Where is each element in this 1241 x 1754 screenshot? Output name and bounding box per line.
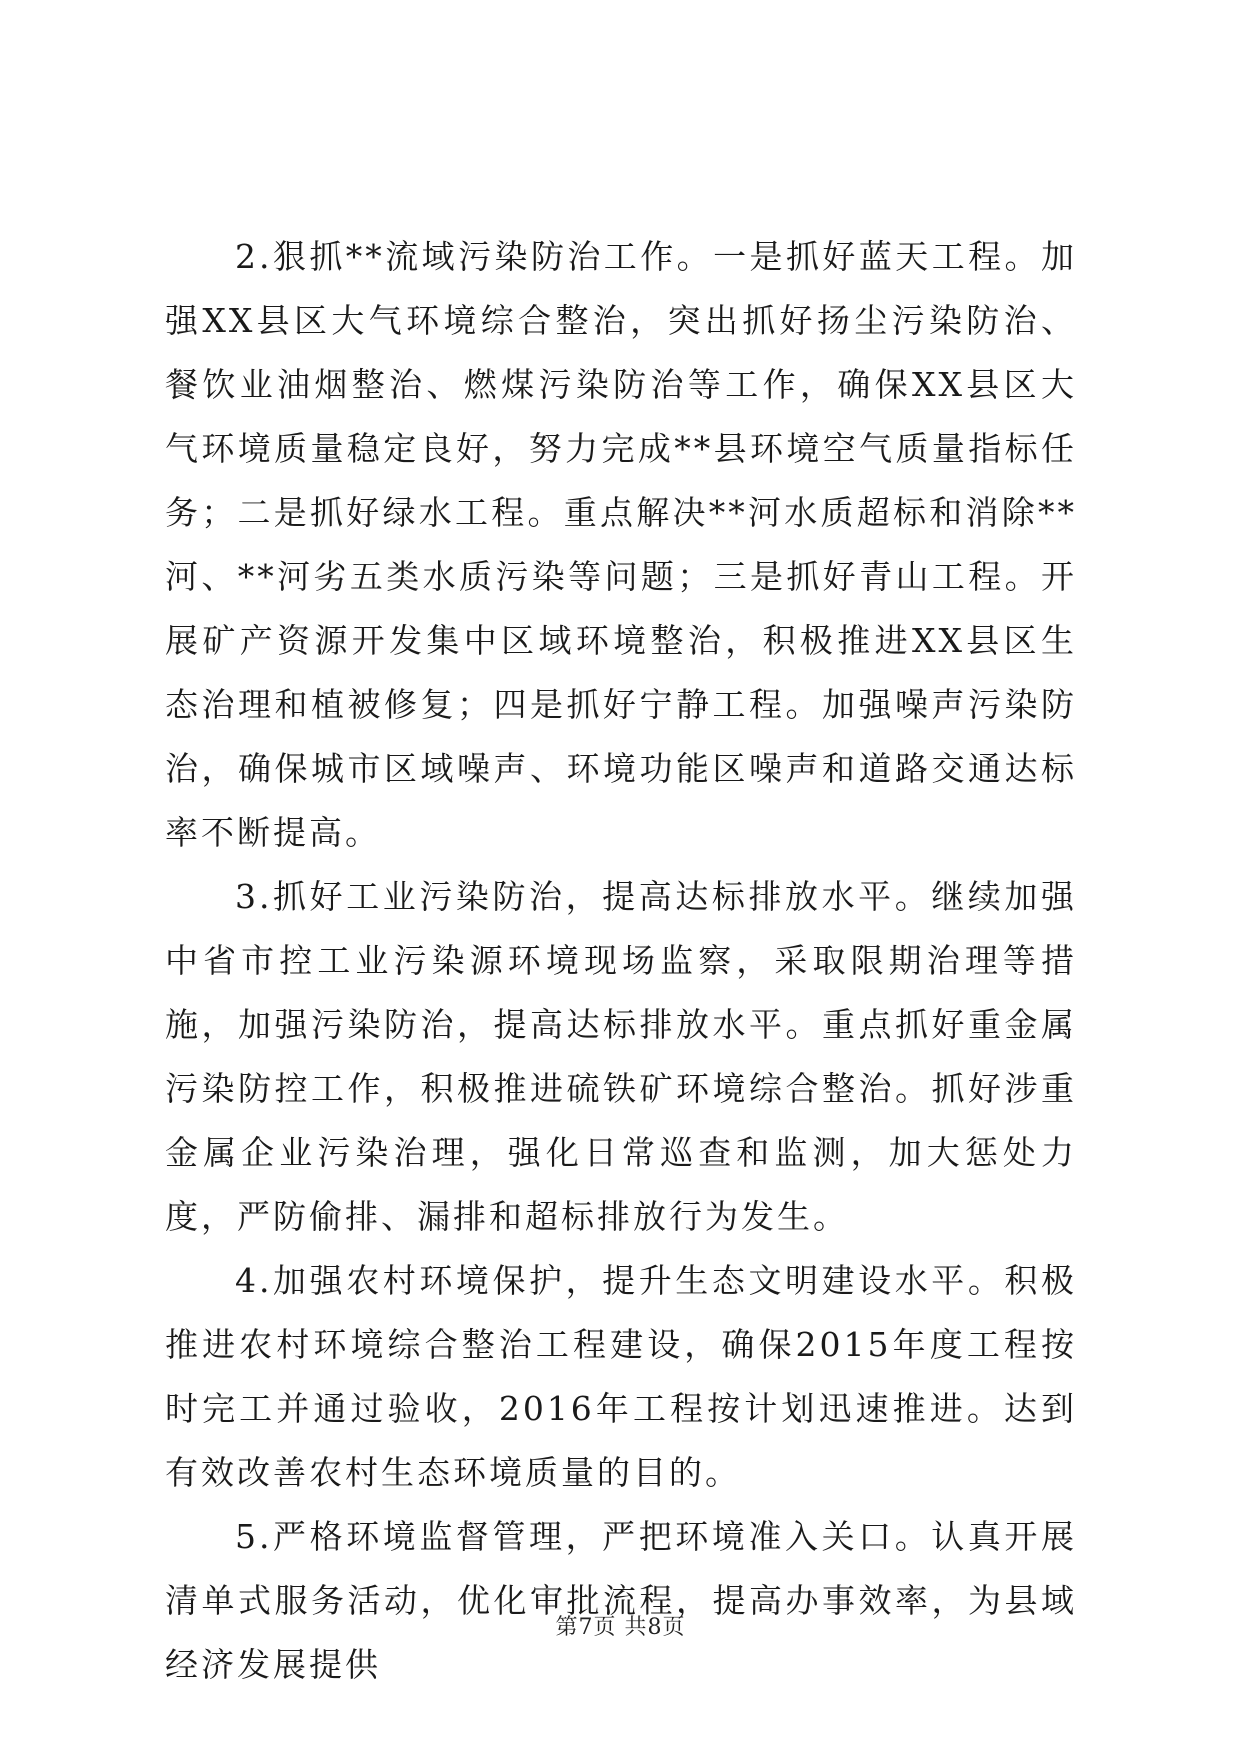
paragraph-2: 2.狠抓**流域污染防治工作。一是抓好蓝天工程。加强XX县区大气环境综合整治，突出抓好扬尘污染防治、餐饮业油烟整治、燃煤污染防治等工作，确保XX县区大气环境质量稳定良好，努力完成**县环境空气质量指标任务；二是抓好绿水工程。重点解决**河水质超标和消除**河、**河劣五类水质污染等问题；三是抓好青山工程。开展矿产资源开发集中区域环境整治，积极推进XX县区生态治理和植被修复；四是抓好宁静工程。加强噪声污染防治，确保城市区域噪声、环境功能区噪声和道路交通达标率不断提高。	[165, 237, 1077, 852]
paragraph-4: 4.加强农村环境保护，提升生态文明建设水平。积极推进农村环境综合整治工程建设，确保2015年度工程按时完工并通过验收，2016年工程按计划迅速推进。达到有效改善农村生态环境质量的目的。	[165, 1261, 1077, 1492]
document-body	[165, 225, 1077, 1697]
paragraph-5: 5.严格环境监督管理，严把环境准入关口。认真开展清单式服务活动，优化审批流程，提高办事效率，为县域经济发展提供	[165, 1517, 1077, 1684]
page-number-footer: 第7页 共8页	[555, 1615, 686, 1640]
paragraph-3: 3.抓好工业污染防治，提高达标排放水平。继续加强中省市控工业污染源环境现场监察，采取限期治理等措施，加强污染防治，提高达标排放水平。重点抓好重金属污染防控工作，积极推进硫铁矿环境综合整治。抓好涉重金属企业污染治理，强化日常巡查和监测，加大惩处力度，严防偷排、漏排和超标排放行为发生。	[165, 877, 1077, 1236]
